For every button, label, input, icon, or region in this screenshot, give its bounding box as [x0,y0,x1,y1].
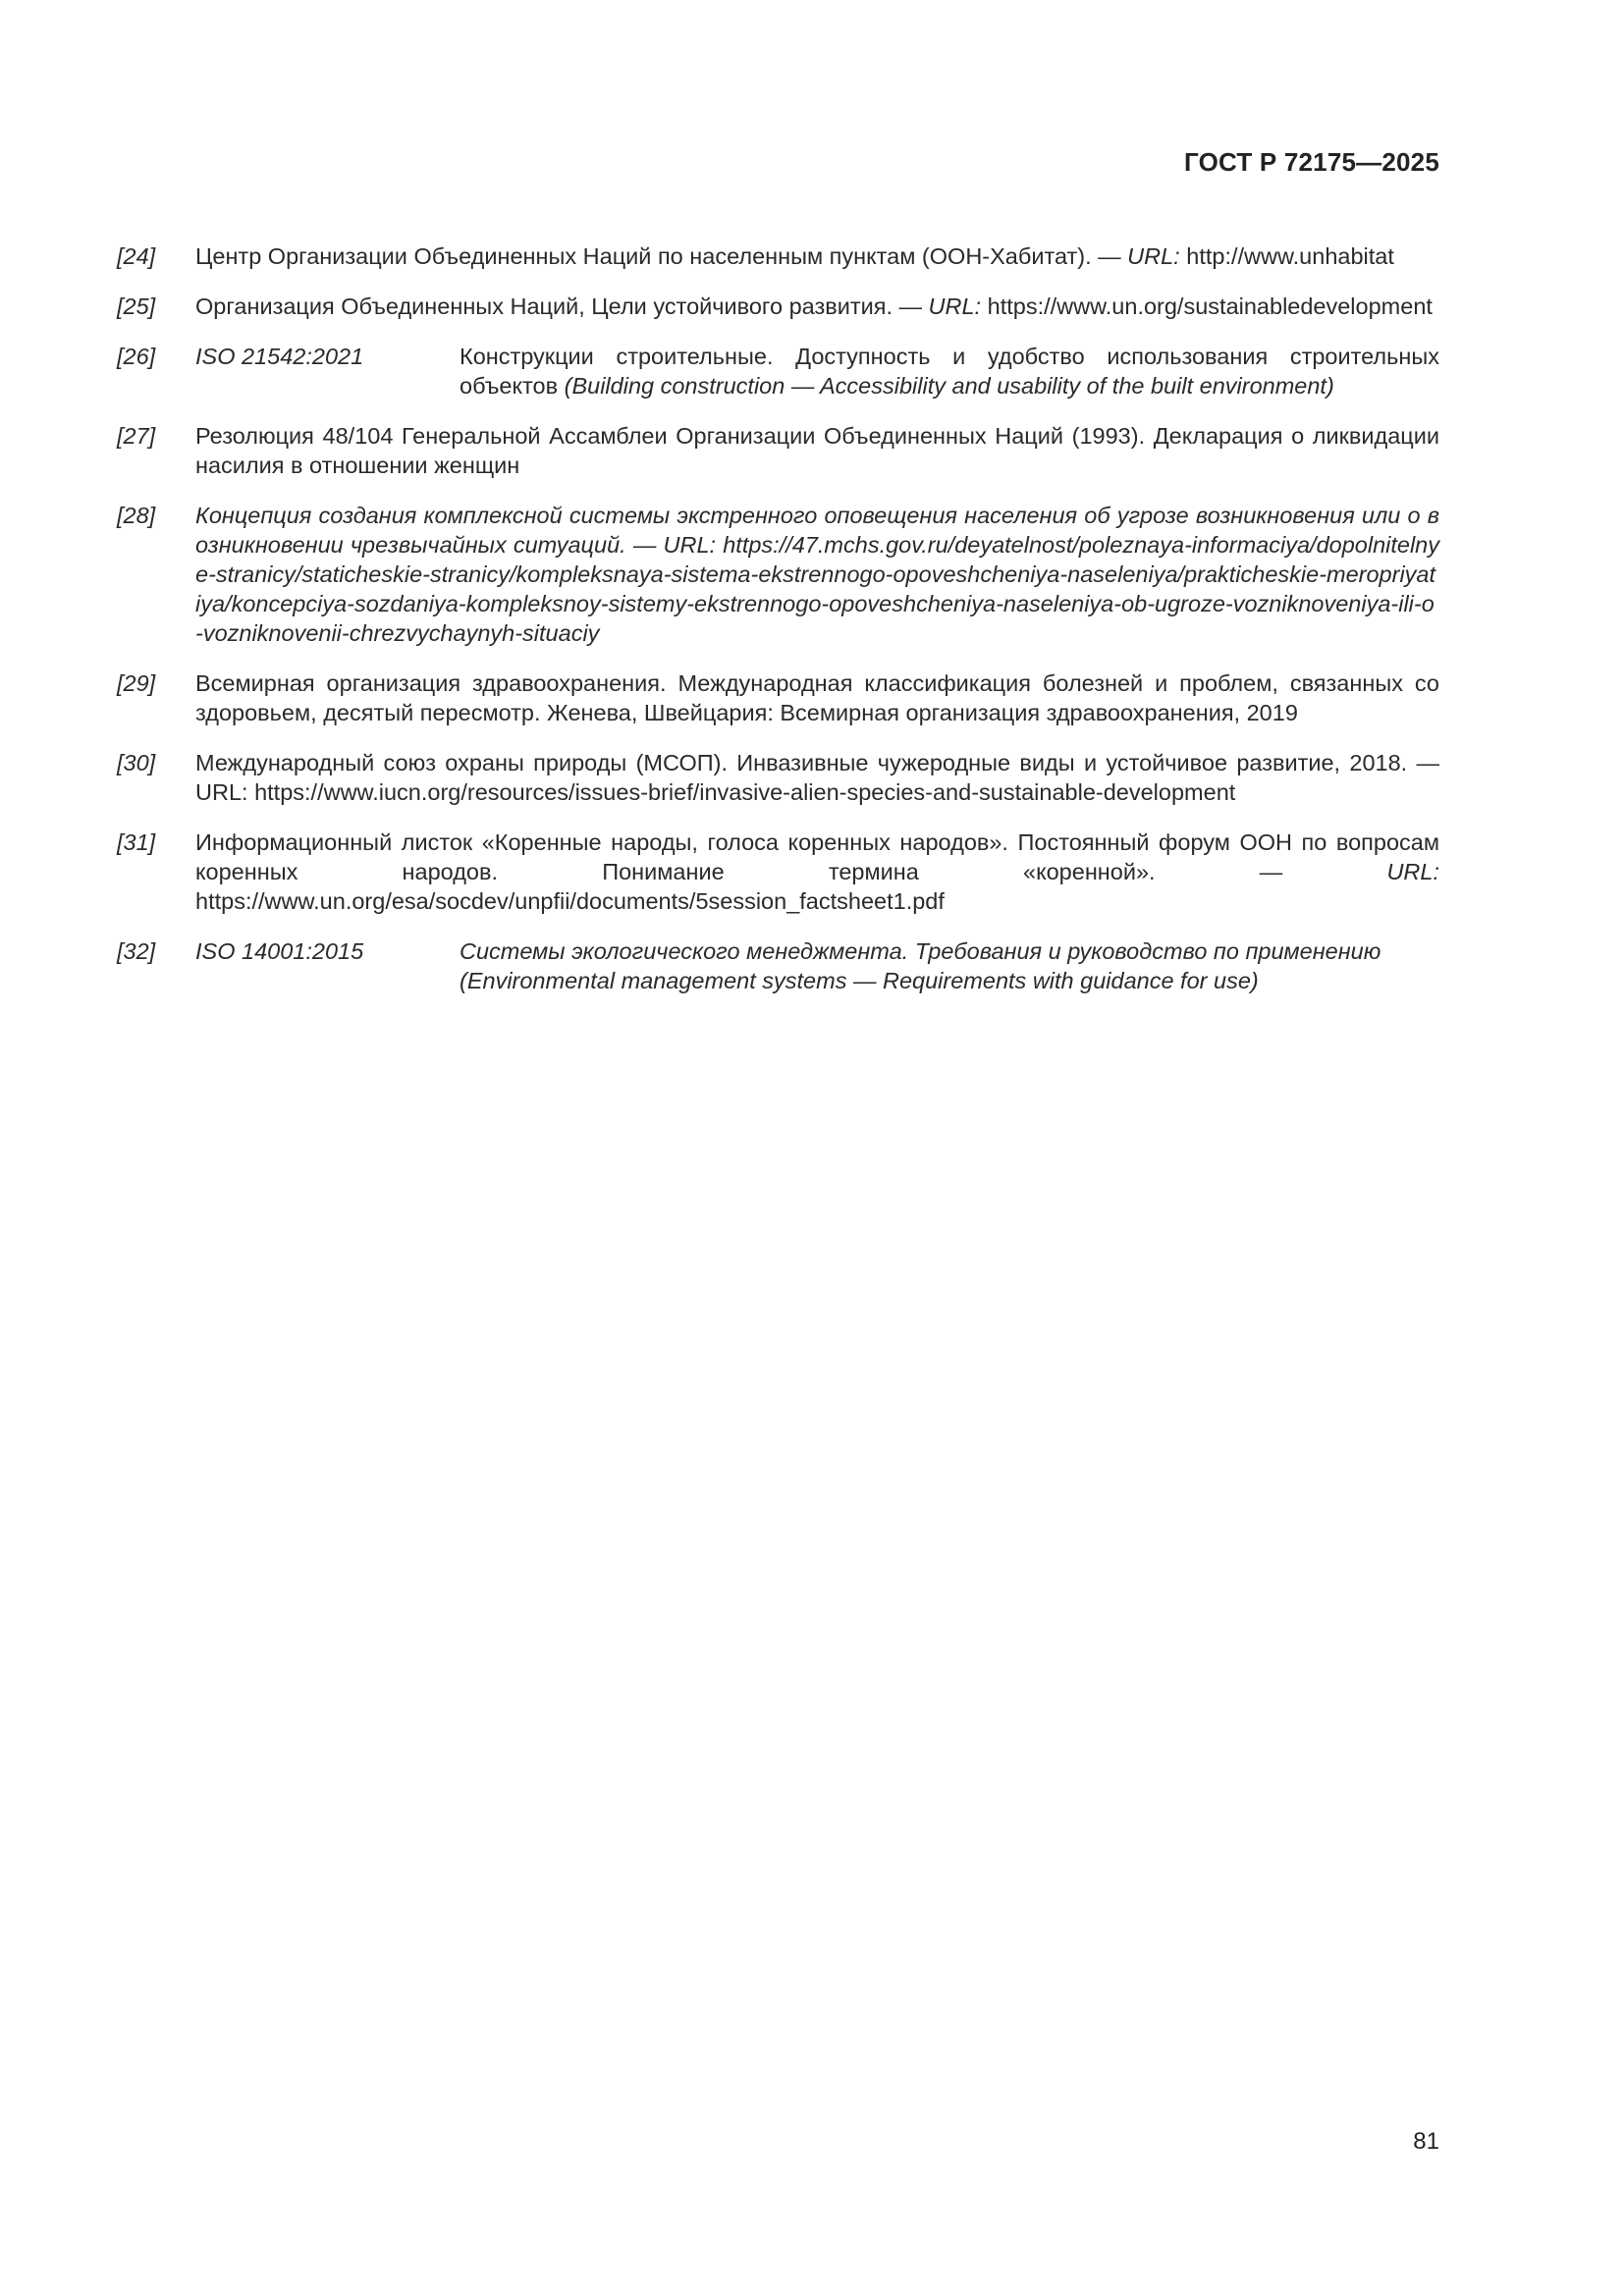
reference-number: [32] [117,938,156,964]
standard-title: Системы экологического менеджмента. Требования и руководство по применению (Environmental management systems — Requirements with guidance for use) [460,938,1381,993]
reference-text: Информационный листок «Коренные народы, голоса коренных народов». Постоянный форум ООН по вопросам коренных народов. Понимание термина «коренной». — URL: https://www.un.org/esa/socdev/unpfii/documents/5session_factsheet1.pdf [195,829,1439,914]
standard-code: ISO 14001:2015 [195,938,364,964]
reference-text: Организация Объединенных Наций, Цели устойчивого развития. — URL: https://www.un.org/sustainabledevelopment [195,294,1433,319]
reference-32 [117,936,1439,995]
reference-29 [117,668,1439,727]
reference-26 [117,342,1439,400]
reference-number: [27] [117,423,156,449]
bibliography-list [117,241,1439,1016]
reference-number: [24] [117,243,156,269]
reference-30 [117,748,1439,807]
page-number: 81 [1413,2128,1439,2155]
reference-number: [29] [117,670,156,696]
reference-27 [117,421,1439,480]
reference-text: Международный союз охраны природы (МСОП). Инвазивные чужеродные виды и устойчивое развитие, 2018. — URL: https://www.iucn.org/resources/issues-brief/invasive-alien-species-and-sustainable-development [195,750,1439,805]
reference-24 [117,241,1439,271]
reference-text: Резолюция 48/104 Генеральной Ассамблеи Организации Объединенных Наций (1993). Декларация о ликвидации насилия в отношении женщин [195,423,1439,478]
reference-text: Концепция создания комплексной системы экстренного оповещения населения об угрозе возникновения или о возникновении чрезвычайных ситуаций. — URL: https://47.mchs.gov.ru/deyatelnost/poleznaya-informaciya/dopolnitelnye-stranicy/staticheskie-stranicy/kompleksnaya-sistema-ekstrennogo-opoveshcheniya-naseleniya/prakticheskie-meropriyatiya/koncepciya-sozdaniya-kompleksnoy-sistemy-ekstrennogo-opoveshcheniya-naseleniya-ob-ugroze-vozniknoveniya-ili-o-vozniknovenii-chrezvychaynyh-situaciy [195,503,1439,646]
standard-code: ISO 21542:2021 [195,344,364,369]
reference-text: Центр Организации Объединенных Наций по населенным пунктам (ООН-Хабитат). — URL: http://www.unhabitat [195,243,1394,269]
reference-number: [26] [117,344,156,369]
standard-title: Конструкции строительные. Доступность и удобство использования строительных объектов (Building construction — Accessibility and usability of the built environment) [460,344,1439,399]
reference-28 [117,501,1439,648]
reference-number: [25] [117,294,156,319]
reference-number: [31] [117,829,156,855]
reference-number: [30] [117,750,156,775]
reference-25 [117,292,1439,321]
reference-number: [28] [117,503,156,528]
reference-31 [117,828,1439,916]
document-designation: ГОСТ Р 72175—2025 [1184,147,1439,177]
reference-text: Всемирная организация здравоохранения. Международная классификация болезней и проблем, связанных со здоровьем, десятый пересмотр. Женева, Швейцария: Всемирная организация здравоохранения, 2019 [195,670,1439,725]
